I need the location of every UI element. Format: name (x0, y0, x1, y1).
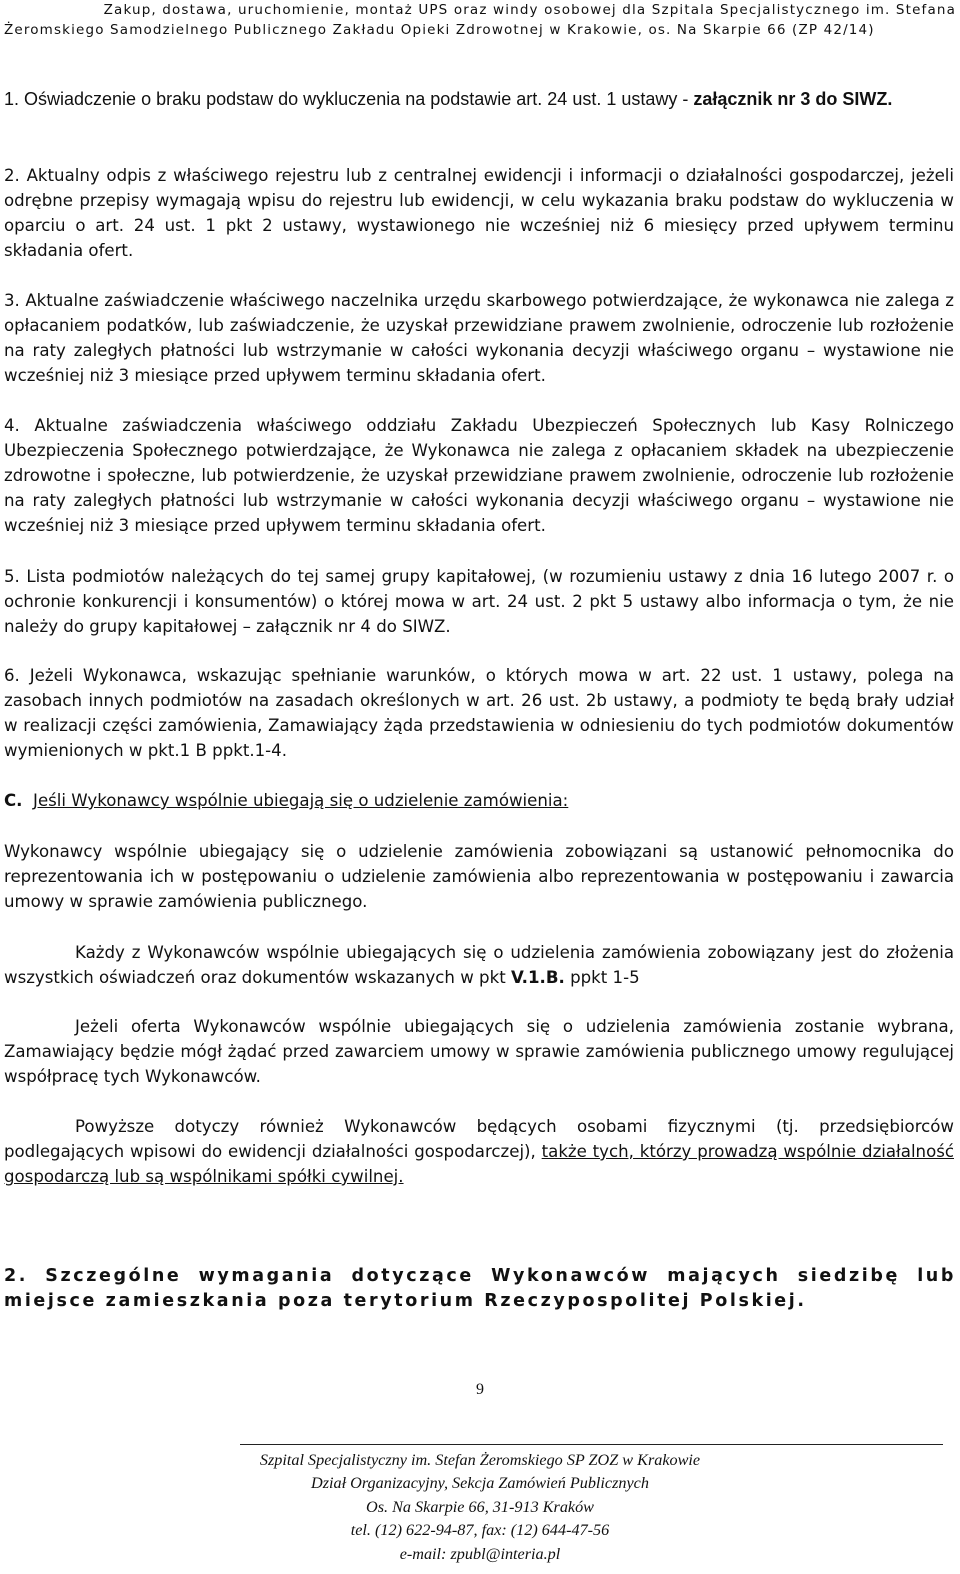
section-2-heading: 2. Szczególne wymagania dotyczące Wykonawców mających siedzibę lub miejsce zamieszkania poza terytorium Rzeczypospolitej Polskiej. (4, 1266, 956, 1311)
item-4: 4. Aktualne zaświadczenia właściwego oddziału Zakładu Ubezpieczeń Społecznych lub Kasy Rolniczego Ubezpieczenia Społecznego potwierdzające, że Wykonawca nie zalega z opłacaniem składek na ubezpieczenie zdrowotne i społeczne, lub potwierdzenie, że uzyskał przewidziane prawem zwolnienie, odroczenie lub rozłożenie na raty zaległych płatności lub wstrzymanie w całości wykonania decyzji właściwego organu – wystawione nie wcześniej niż 3 miesiące przed upływem terminu składania ofert. (4, 416, 954, 535)
item-2: 2. Aktualny odpis z właściwego rejestru lub z centralnej ewidencji i informacji o działalności gospodarczej, jeżeli odrębne przepisy wymagają wpisu do rejestru lub ewidencji, w celu wykazania braku podstaw do wykluczenia w oparciu o art. 24 ust. 1 pkt 2 ustawy, wystawionego nie wcześniej niż 6 miesięcy przed upływem terminu składania ofert. (4, 166, 954, 260)
section-c-p2-text: Każdy z Wykonawców wspólnie ubiegających się o udzielenia zamówienia zobowiązany jest do złożenia wszystkich oświadczeń oraz dokumentów wskazanych w pkt (4, 943, 954, 987)
section-c-p2-end: ppkt 1-5 (564, 968, 640, 987)
item-6: 6. Jeżeli Wykonawca, wskazując spełnianie warunków, o których mowa w art. 22 ust. 1 ustawy, polega na zasobach innych podmiotów na zasadach określonych w art. 26 ust. 2b ustawy, a podmioty te będą brały udział w realizacji części zamówienia, Zamawiający żąda przedstawienia w odniesieniu do tych podmiotów dokumentów wymienionych w pkt.1 B ppkt.1-4. (4, 666, 954, 760)
item-1-text: 1. Oświadczenie o braku podstaw do wykluczenia na podstawie art. 24 ust. 1 ustawy - (4, 89, 694, 109)
section-c-p2-reference: V.1.B. (510, 968, 565, 987)
page-header (4, 0, 956, 40)
item-1 (4, 87, 954, 112)
section-c-title: Jeśli Wykonawcy wspólnie ubiegają się o udzielenie zamówienia: (33, 791, 569, 810)
footer-divider (240, 1444, 943, 1445)
footer-line-1: Szpital Specjalistyczny im. Stefan Żeromskiego SP ZOZ w Krakowie (259, 1451, 701, 1469)
item-1-attachment: załącznik nr 3 do SIWZ. (693, 89, 893, 109)
footer-line-3: Os. Na Skarpie 66, 31-913 Kraków (366, 1497, 594, 1516)
footer-line-5: e-mail: zpubl@interia.pl (399, 1544, 561, 1563)
page-footer (240, 1449, 720, 1566)
section-c-letter: C. (4, 791, 23, 810)
footer-line-4: tel. (12) 622-94-87, fax: (12) 644-47-56 (350, 1521, 610, 1540)
section-c-heading (4, 788, 954, 813)
header-line-2: Żeromskiego Samodzielnego Publicznego Zakładu Opieki Zdrowotnej w Krakowie, os. Na Skarpie 66 (ZP 42/14) (4, 22, 875, 38)
section-c-paragraph-1: Wykonawcy wspólnie ubiegający się o udzielenie zamówienia zobowiązani są ustanowić pełnomocnika do reprezentowania ich w postępowaniu o udzielenie zamówienia albo reprezentowania w postępowaniu i zawarcia umowy w sprawie zamówienia publicznego. (4, 842, 954, 911)
section-c-paragraph-3: Jeżeli oferta Wykonawców wspólnie ubiegających się o udzielenia zamówienia zostanie wybrana, Zamawiający będzie mógł żądać przed zawarciem umowy w sprawie zamówienia publicznego umowy regulującej współpracę tych Wykonawców. (4, 1017, 954, 1086)
section-c-paragraph-4 (4, 1114, 954, 1189)
page-number: 9 (476, 1381, 484, 1398)
section-c-p4-text: Powyższe dotyczy również Wykonawców będących osobami fizycznymi (tj. przedsiębiorców podlegających wpisowi do ewidencji działalności gospodarczej), (4, 1117, 954, 1161)
item-3: 3. Aktualne zaświadczenie właściwego naczelnika urzędu skarbowego potwierdzające, że wykonawca nie zalega z opłacaniem podatków, lub zaświadczenie, że uzyskał przewidziane prawem zwolnienie, odroczenie lub rozłożenie na raty zaległych płatności lub wstrzymanie w całości wykonania decyzji właściwego organu – wystawione nie wcześniej niż 3 miesiące przed upływem terminu składania ofert. (4, 291, 954, 385)
section-c-paragraph-2 (4, 940, 954, 990)
section-c-p4-underlined: także tych, którzy prowadzą wspólnie działalność gospodarczą lub są wspólnikami spółki cywilnej. (4, 1142, 954, 1186)
footer-line-2: Dział Organizacyjny, Sekcja Zamówień Publicznych (311, 1474, 649, 1493)
header-line-1: Zakup, dostawa, uruchomienie, montaż UPS oraz windy osobowej dla Szpitala Specjalistycznego im. Stefana (103, 2, 956, 18)
item-5: 5. Lista podmiotów należących do tej samej grupy kapitałowej, (w rozumieniu ustawy z dnia 16 lutego 2007 r. o ochronie konkurencji i konsumentów) o której mowa w art. 24 ust. 2 pkt 5 ustawy albo informacja o tym, że nie należy do grupy kapitałowej – załącznik nr 4 do SIWZ. (4, 567, 954, 636)
